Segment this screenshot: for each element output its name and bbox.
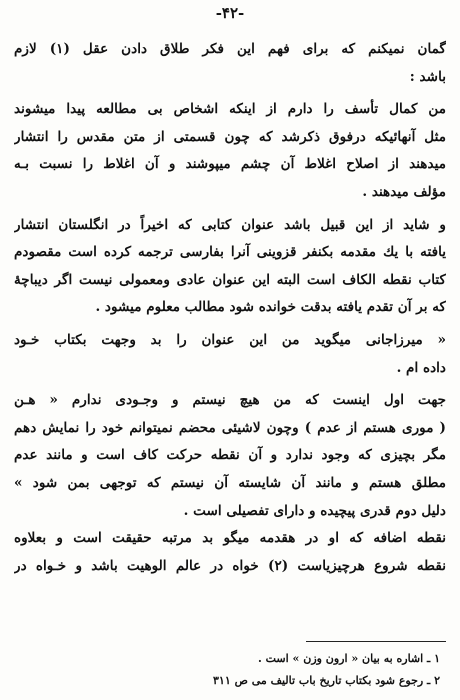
text-line: باشد :	[409, 68, 446, 85]
text-line: نقطه اضافه که او در هقدمه میگو بد مرتبه حقیقت است و بعلاوه	[14, 530, 446, 547]
text-line: و شاید از این قبیل باشد عنوان کتابی که اخیراً در انگلستان انتشار	[14, 216, 446, 233]
text-line: دلیل دوم قدری پیچیده و دارای تفصیلی است .	[183, 502, 446, 519]
body-text	[14, 36, 446, 580]
footnotes	[44, 648, 440, 692]
text-line: « میرزاجانی میگوید من این عنوان را بد وجهت بکتاب خـود	[14, 331, 446, 348]
text-line: یافته با یك مقدمه بکنفر قزوینی آنرا بفارسی ترجمه کرده است مقصودم	[14, 244, 446, 261]
footnote: ۲ ـ رجوع شود بکتاب تاریخ باب تالیف می ص ۳۱۱	[213, 674, 440, 687]
text-line: جهت اول اینست که من هیچ نیستم و وجـودی ندارم « هـن	[14, 392, 446, 409]
document-page	[14, 0, 446, 700]
text-line: که بر آن تقدم یافته بدقت خوانده شود مطالب معلوم میشود .	[95, 299, 446, 316]
text-line: مؤلف میدهند .	[362, 183, 446, 200]
text-line: مطلق هستم و مانند آن شایسته آن نیستم که توجهی بمن شود »	[14, 474, 446, 491]
page-number: -۴۲-	[215, 4, 245, 22]
text-line: کتاب نقطه الکاف است البته این عنوان عادی ومعمولی نیست اگر دیباچهٔ	[14, 271, 446, 288]
text-line: نقطه شروع هرچیزیاست (۲) خواه در عالم الوهیت باشد و خـواه در	[14, 557, 446, 574]
text-line: داده ام .	[396, 359, 446, 376]
text-line: من کمال تأسف را دارم از اینکه اشخاص بی مطالعه پیدا میشوند	[14, 101, 446, 118]
text-line: ( موری هستم از عدم ) وچون لاشیئی محضم نمیتوانم خود را نمایش دهم	[14, 419, 446, 436]
footnote-divider	[306, 641, 446, 642]
text-line: مثل آنهائیکه درفوق ذکرشد که چون قسمتی از متن مقدس را انتشار	[14, 128, 446, 145]
text-line: میدهند از اصلاح اغلاط آن چشم میپوشند و آن اغلاط را نسبت بـه	[14, 156, 446, 173]
text-line: گمان نمیکنم که برای فهم این فکر طلاق دادن عقل (۱) لازم	[14, 41, 446, 57]
footnote: ۱ ـ اشاره به بیان « ارون وزن » است .	[257, 652, 440, 665]
text-line: مگر بچیزی که وجود ندارد و آن نقطه حرکت کاف است و مانند عدم	[14, 447, 446, 464]
